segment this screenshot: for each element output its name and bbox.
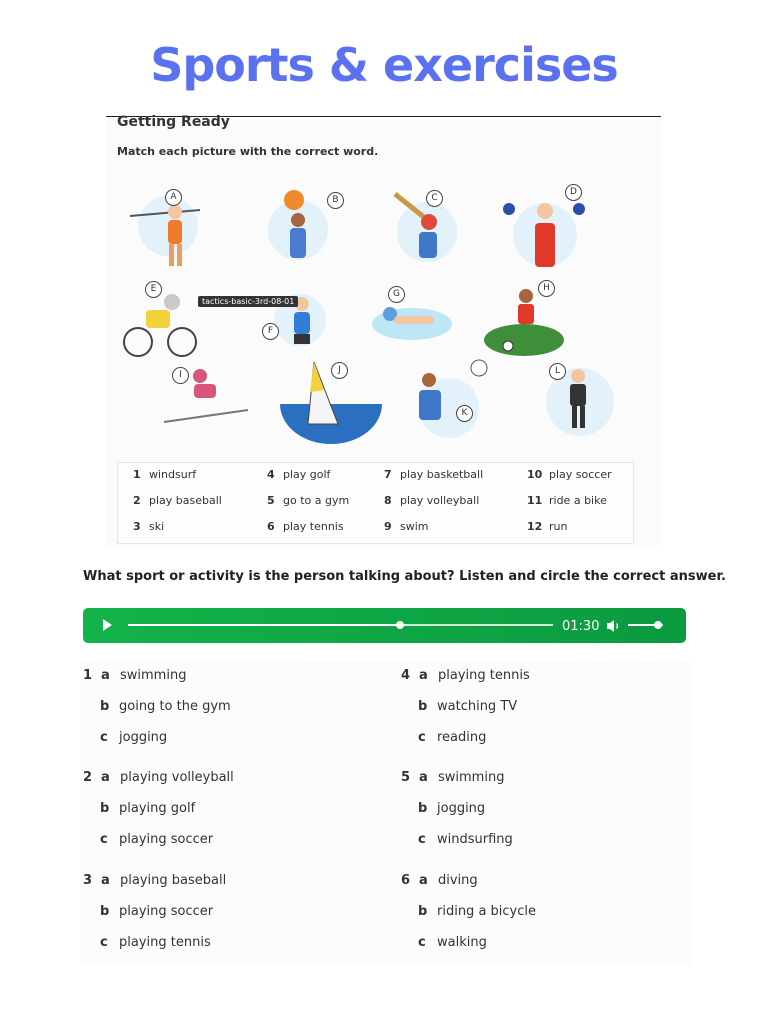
option-letter: b — [418, 904, 428, 919]
picture-label-f: F — [262, 323, 279, 340]
option-letter: c — [418, 832, 426, 847]
audio-time: 01:30 — [562, 619, 600, 634]
option-letter: c — [418, 730, 426, 745]
option-text: jogging — [119, 730, 168, 745]
picture-label-c: C — [426, 190, 443, 207]
word-item: 4 play golf — [267, 468, 331, 481]
word-item: 2 play baseball — [133, 494, 222, 507]
option-letter: b — [418, 699, 428, 714]
section-heading: Getting Ready — [117, 114, 230, 130]
swimming-picture — [368, 292, 456, 344]
question-number: 1 — [83, 668, 93, 683]
option-letter: c — [100, 935, 108, 950]
option-text: riding a bicycle — [437, 904, 537, 919]
option-text: swimming — [120, 668, 187, 683]
option-letter: a — [419, 873, 428, 888]
option-text: reading — [437, 730, 487, 745]
picture-label-i: I — [172, 367, 189, 384]
question-number: 4 — [401, 668, 411, 683]
option-text: playing baseball — [120, 873, 227, 888]
option-text: playing soccer — [119, 832, 214, 847]
section-instruction: Match each picture with the correct word. — [117, 145, 379, 158]
option-letter: c — [100, 730, 108, 745]
option-text: playing volleyball — [120, 770, 234, 785]
option-text: walking — [437, 935, 487, 950]
word-item: 10 play soccer — [527, 468, 612, 481]
option-text: swimming — [438, 770, 505, 785]
audio-progress-fill — [128, 624, 400, 626]
play-icon[interactable] — [103, 619, 112, 631]
question-number: 5 — [401, 770, 411, 785]
option-letter: a — [101, 668, 110, 683]
picture-label-b: B — [327, 192, 344, 209]
volume-icon[interactable] — [606, 619, 622, 633]
option-letter: a — [101, 770, 110, 785]
word-item: 8 play volleyball — [384, 494, 480, 507]
question-number: 6 — [401, 873, 411, 888]
gym-picture — [495, 195, 595, 273]
question-number: 2 — [83, 770, 93, 785]
listening-question: What sport or activity is the person talking about? Listen and circle the correct answer. — [83, 569, 726, 584]
option-letter: a — [419, 668, 428, 683]
picture-label-g: G — [388, 286, 405, 303]
picture-label-l: L — [549, 363, 566, 380]
word-item: 3 ski — [133, 520, 165, 533]
option-text: watching TV — [437, 699, 518, 714]
option-letter: c — [418, 935, 426, 950]
option-text: windsurfing — [437, 832, 513, 847]
option-text: playing soccer — [119, 904, 214, 919]
picture-label-e: E — [145, 281, 162, 298]
audio-progress-handle[interactable] — [396, 621, 404, 629]
question-number: 3 — [83, 873, 93, 888]
word-item: 5 go to a gym — [267, 494, 350, 507]
volume-handle[interactable] — [654, 621, 662, 629]
word-item: 11 ride a bike — [527, 494, 607, 507]
option-letter: b — [100, 904, 110, 919]
option-letter: b — [100, 801, 110, 816]
basketball-picture — [258, 188, 338, 270]
cycling-picture — [120, 290, 200, 360]
word-item: 7 play basketball — [384, 468, 484, 481]
option-text: diving — [438, 873, 478, 888]
picture-label-h: H — [538, 280, 555, 297]
audio-player — [83, 608, 686, 643]
option-text: jogging — [437, 801, 486, 816]
volleyball-picture — [405, 358, 495, 440]
option-letter: b — [418, 801, 428, 816]
word-item: 9 swim — [384, 520, 429, 533]
option-text: playing tennis — [438, 668, 530, 683]
picture-label-a: A — [165, 189, 182, 206]
word-item: 1 windsurf — [133, 468, 197, 481]
image-tooltip: tactics-basic-3rd-08-01 — [198, 296, 298, 307]
option-letter: c — [100, 832, 108, 847]
word-item: 6 play tennis — [267, 520, 344, 533]
option-text: playing tennis — [119, 935, 211, 950]
option-letter: b — [100, 699, 110, 714]
baseball-picture — [385, 188, 465, 270]
audio-progress-track[interactable] — [128, 624, 553, 626]
volume-slider[interactable] — [628, 624, 663, 626]
page-title: Sports & exercises — [150, 38, 618, 92]
option-text: going to the gym — [119, 699, 231, 714]
picture-label-k: K — [456, 405, 473, 422]
picture-label-j: J — [331, 362, 348, 379]
option-letter: a — [101, 873, 110, 888]
soccer-picture — [482, 282, 567, 360]
option-text: playing golf — [119, 801, 196, 816]
picture-label-d: D — [565, 184, 582, 201]
word-item: 12 run — [527, 520, 568, 533]
option-letter: a — [419, 770, 428, 785]
